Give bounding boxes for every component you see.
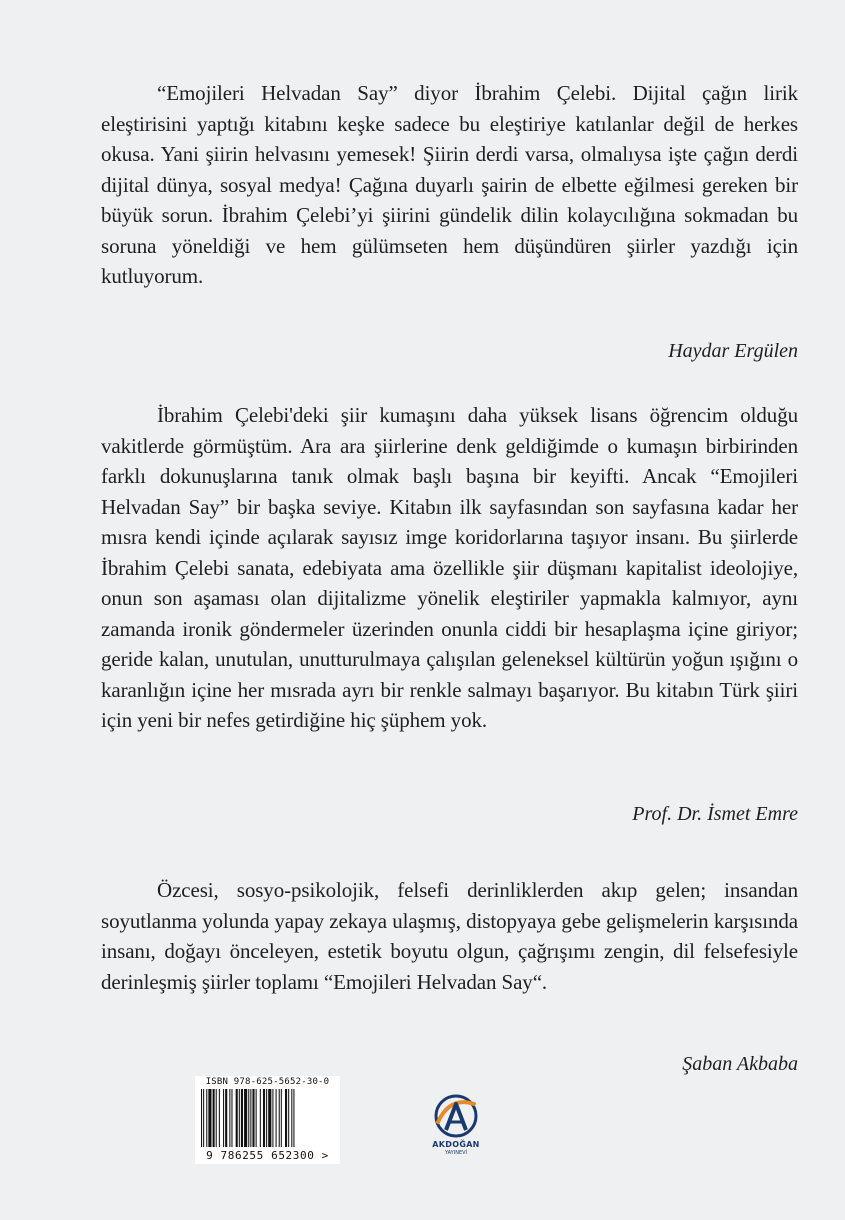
barcode-bar bbox=[279, 1089, 280, 1147]
barcode-bar bbox=[266, 1089, 267, 1147]
barcode-bar bbox=[263, 1089, 265, 1147]
barcode-bar bbox=[229, 1089, 230, 1147]
publisher-subtitle: YAYINEVİ bbox=[444, 1150, 468, 1156]
barcode-bar bbox=[248, 1089, 249, 1147]
barcode-bar bbox=[203, 1089, 204, 1147]
review-text: İbrahim Çelebi'deki şiir kumaşını daha yüksek lisans öğrencim olduğu vakitlerde görmüştüm. Ara ara şiirlerine denk geldiğimde o kumaşın birbirinden farklı dokunuşlarına tanık olmak başlı başına bir keyifti. Ancak “Emojileri Helvadan Say” bir başka seviye. Kitabın ilk sayfasından son sayfasına kadar her mısra kendi içinde açılarak sayısız imge koridorlarına taşıyor insanı. Bu şiirlerde İbrahim Çelebi sanata, edebiyata ama özellikle şiir düşmanı kapitalist ideolojiye, onun son aşaması olan dijitalizme yönelik eleştiriler yapmakla kalmıyor, aynı zamanda ironik göndermeler üzerinden onunla ciddi bir hesaplaşma içine giriyor; geride kalan, unutulan, unutturulmaya çalışılan geleneksel kültürün yoğun ışığını o karanlığın içine her mısrada ayrı bir renkle salmayı başarıyor. Bu kitabın Türk şiiri için yeni bir nefes getirdiğine hiç şüphem yok. bbox=[101, 403, 798, 732]
review-author: Haydar Ergülen bbox=[668, 340, 798, 362]
barcode-bar bbox=[231, 1089, 232, 1147]
barcode-bar bbox=[201, 1089, 202, 1147]
barcode-bar bbox=[288, 1089, 289, 1147]
review-author: Prof. Dr. İsmet Emre bbox=[632, 803, 798, 825]
barcode-bar bbox=[276, 1089, 277, 1147]
barcode-bar bbox=[250, 1089, 251, 1147]
barcode-bar bbox=[268, 1089, 271, 1147]
review-haydar-ergulen bbox=[101, 78, 798, 292]
barcode-bar bbox=[223, 1089, 224, 1147]
barcode-bar bbox=[213, 1089, 215, 1147]
barcode-bar bbox=[236, 1089, 238, 1147]
isbn-barcode bbox=[195, 1076, 340, 1164]
barcode-bar bbox=[241, 1089, 243, 1147]
review-saban-akbaba bbox=[101, 875, 798, 997]
barcode-digits: 9 786255 652300 > bbox=[206, 1149, 329, 1162]
review-ismet-emre bbox=[101, 400, 798, 736]
publisher-logo bbox=[424, 1092, 488, 1160]
barcode-bar bbox=[225, 1089, 227, 1147]
barcode-bar bbox=[239, 1089, 240, 1147]
isbn-label: ISBN 978-625-5652-30-0 bbox=[205, 1077, 330, 1087]
barcode-bar bbox=[256, 1089, 257, 1147]
review-text: “Emojileri Helvadan Say” diyor İbrahim Çelebi. Dijital çağın lirik eleştirisini yaptığı kitabını keşke sadece bu eleştiriye katılanlar değil de herkes okusa. Yani şiirin helvasını yemesek! Şiirin derdi varsa, olmalıysa işte çağın derdi dijital dünya, sosyal medya! Çağına duyarlı şairin de elbette eğilmesi gereken bir büyük sorun. İbrahim Çelebi’yi şiirini gündelik dilin kolaycılığına sokmadan bu soruna yöneldiği ve hem gülümseten hem düşündüren şiirler yazdığı için kutluyorum. bbox=[101, 81, 798, 288]
publisher-name: AKDOĞAN bbox=[432, 1140, 480, 1149]
barcode-bar bbox=[281, 1089, 282, 1147]
barcode-bar bbox=[293, 1089, 294, 1147]
barcode-bar bbox=[272, 1089, 273, 1147]
barcode-bars bbox=[199, 1089, 336, 1147]
barcode-bar bbox=[252, 1089, 254, 1147]
barcode-bar bbox=[285, 1089, 287, 1147]
review-author: Şaban Akbaba bbox=[682, 1053, 798, 1075]
barcode-bar bbox=[291, 1089, 292, 1147]
barcode-bar bbox=[244, 1089, 247, 1147]
barcode-bar bbox=[260, 1089, 261, 1147]
barcode-bar bbox=[219, 1089, 220, 1147]
publisher-logo-icon bbox=[424, 1092, 488, 1140]
review-text: Özcesi, sosyo-psikolojik, felsefi derinliklerden akıp gelen; insandan soyutlanma yolunda yapay zekaya ulaşmış, distopyaya gebe gelişmelerin karşısında insanı, doğayı önceleyen, estetik boyutu olgun, çağrışımı zengin, dil felsefesiyle derinleşmiş şiirler toplamı “Emojileri Helvadan Say“. bbox=[101, 878, 798, 994]
barcode-bar bbox=[206, 1089, 207, 1147]
barcode-bar bbox=[216, 1089, 217, 1147]
barcode-bar bbox=[208, 1089, 211, 1147]
